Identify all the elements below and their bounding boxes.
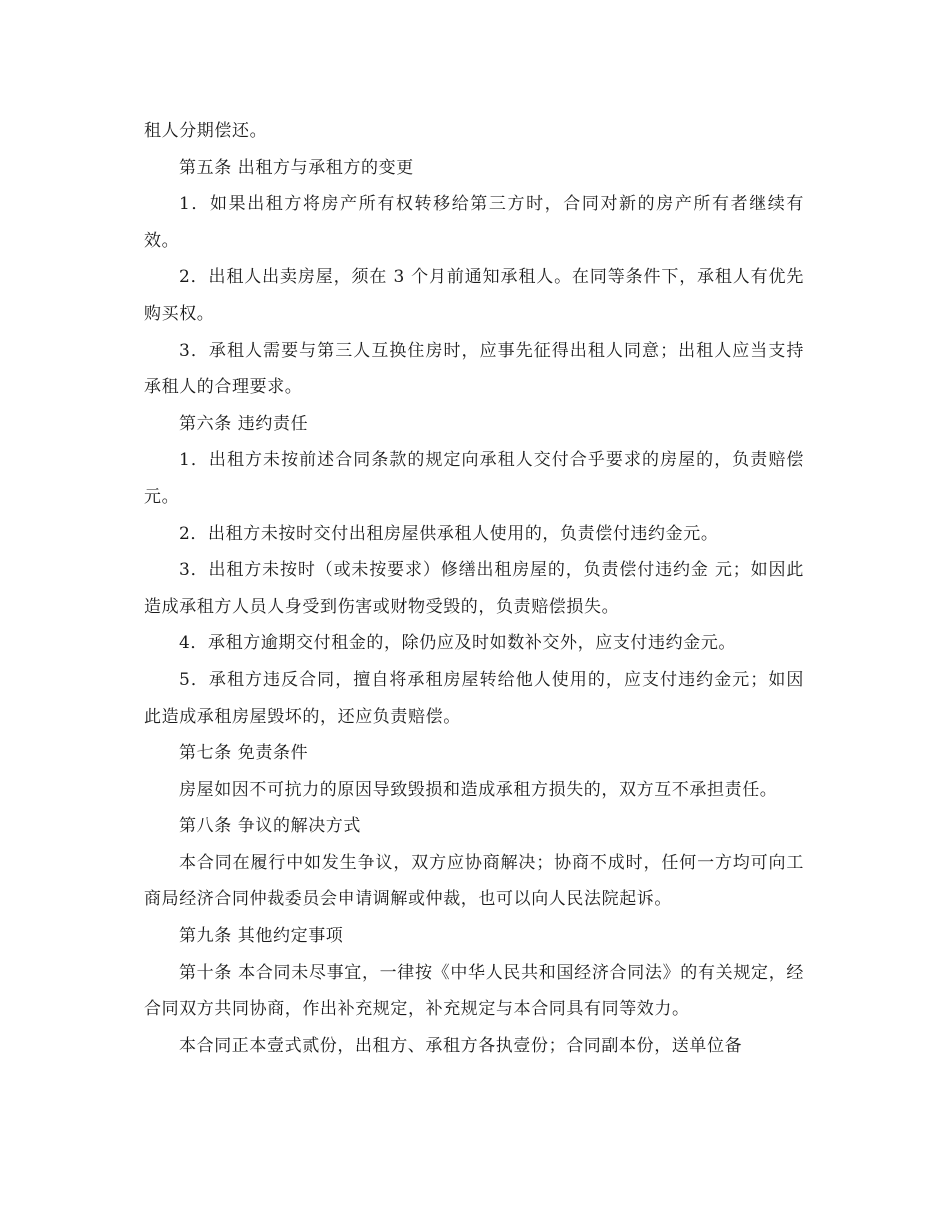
article-6-clause-5: 5．承租方违反合同，擅自将承租房屋转给他人使用的，应支付违约金元；如因此造成承租房屋毁坏的，还应负责赔偿。	[144, 669, 804, 727]
article-5-clause-3: 3．承租人需要与第三人互换住房时，应事先征得出租人同意；出租人应当支持承租人的合理要求。	[144, 340, 804, 398]
article-5-clause-1: 1．如果出租方将房产所有权转移给第三方时，合同对新的房产所有者继续有效。	[144, 194, 804, 251]
article-6-clause-3: 3．出租方未按时（或未按要求）修缮出租房屋的，负责偿付违约金 元；如因此造成承租方人员人身受到伤害或财物受毁的，负责赔偿损失。	[144, 560, 804, 617]
article-9-heading: 第九条 其他约定事项	[179, 926, 344, 947]
article-7-heading: 第七条 免责条件	[179, 743, 309, 764]
article-6-clause-2: 2．出租方未按时交付出租房屋供承租人使用的，负责偿付违约金元。	[179, 523, 719, 544]
article-6-heading: 第六条 违约责任	[179, 413, 309, 434]
article-5-clause-2: 2．出租人出卖房屋，须在 3 个月前通知承租人。在同等条件下，承租人有优先购买权。	[144, 267, 804, 324]
article-6-clause-1: 1．出租方未按前述合同条款的规定向承租人交付合乎要求的房屋的，负责赔偿元。	[144, 450, 804, 507]
copies-clause: 本合同正本壹式贰份，出租方、承租方各执壹份；合同副本份，送单位备	[179, 1035, 743, 1056]
article-7-body: 房屋如因不可抗力的原因导致毁损和造成承租方损失的，双方互不承担责任。	[179, 779, 778, 800]
article-6-clause-4: 4．承租方逾期交付租金的，除仍应及时如数补交外，应支付违约金元。	[179, 633, 737, 654]
article-5-heading: 第五条 出租方与承租方的变更	[179, 157, 414, 178]
paragraph-continuation: 租人分期偿还。	[144, 121, 268, 141]
article-8-body: 本合同在履行中如发生争议，双方应协商解决；协商不成时，任何一方均可向工商局经济合同仲裁委员会申请调解或仲裁，也可以向人民法院起诉。	[144, 852, 804, 910]
article-10-body: 第十条 本合同未尽事宜，一律按《中华人民共和国经济合同法》的有关规定，经合同双方共同协商，作出补充规定，补充规定与本合同具有同等效力。	[144, 962, 804, 1020]
article-8-heading: 第八条 争议的解决方式	[179, 816, 362, 837]
document-body	[144, 113, 804, 1064]
